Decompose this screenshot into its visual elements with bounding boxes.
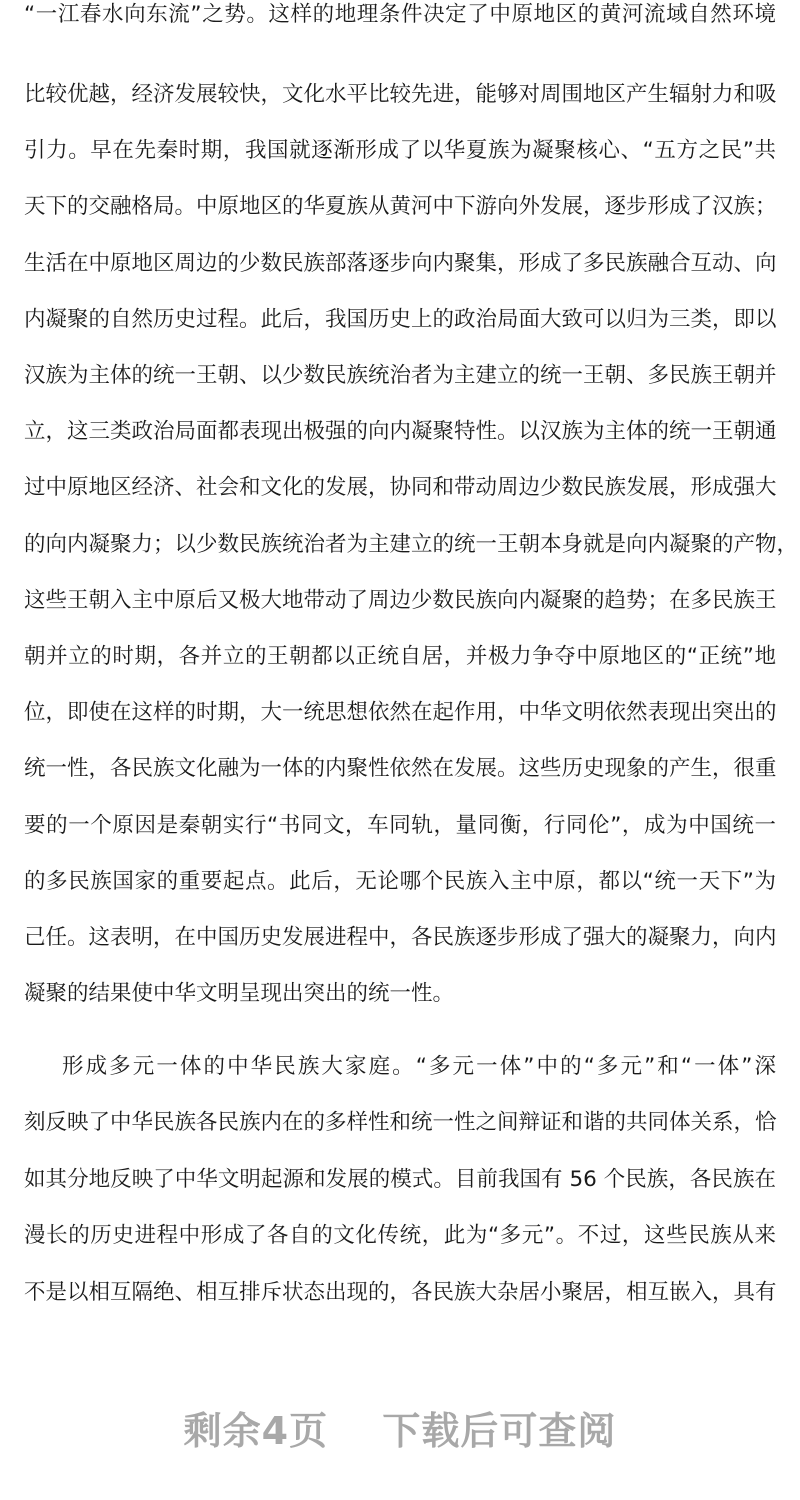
text-line: 位，即使在这样的时期，大一统思想依然在起作用，中华文明依然表现出突出的 <box>24 700 777 726</box>
text-line: 生活在中原地区周边的少数民族部落逐步向内聚集，形成了多民族融合互动、向 <box>24 250 777 276</box>
text-line: 这些王朝入主中原后又极大地带动了周边少数民族向内凝聚的趋势；在多民族王 <box>24 587 777 613</box>
text-line: 的向内凝聚力；以少数民族统治者为主建立的统一王朝本身就是向内凝聚的产物， <box>24 531 799 557</box>
text-line: 天下的交融格局。中原地区的华夏族从黄河中下游向外发展，逐步形成了汉族； <box>24 194 777 220</box>
text-line: 己任。这表明，在中国历史发展进程中，各民族逐步形成了强大的凝聚力，向内 <box>24 925 777 950</box>
text-line: 汉族为主体的统一王朝、以少数民族统治者为主建立的统一王朝、多民族王朝并 <box>24 363 777 388</box>
text-line: 如其分地反映了中华文明起源和发展的模式。目前我国有 56 个民族，各民族在 <box>24 1166 776 1192</box>
text-line: 不是以相互隔绝、相互排斥状态出现的，各民族大杂居小聚居，相互嵌入，具有 <box>24 1279 777 1305</box>
text-line: 要的一个原因是秦朝实行“书同文，车同轨，量同衡，行同伦”，成为中国统一 <box>24 812 776 838</box>
text-line: 立，这三类政治局面都表现出极强的向内凝聚特性。以汉族为主体的统一王朝通 <box>24 419 777 445</box>
text-line: 内凝聚的自然历史过程。此后，我国历史上的政治局面大致可以归为三类，即以 <box>24 306 777 332</box>
text-line: 统一性，各民族文化融为一体的内聚性依然在发展。这些历史现象的产生，很重 <box>24 756 777 782</box>
download-prompt[interactable] <box>0 1400 800 1455</box>
text-line: 朝并立的时期，各并立的王朝都以正统自居，并极力争夺中原地区的“正统”地 <box>24 644 776 669</box>
text-line: 刻反映了中华民族各民族内在的多样性和统一性之间辩证和谐的共同体关系，恰 <box>24 1110 777 1136</box>
text-line: 凝聚的结果使中华文明呈现出突出的统一性。 <box>24 981 455 1007</box>
text-line: 形成多元一体的中华民族大家庭。“多元一体”中的“多元”和“一体”深 <box>62 1054 776 1079</box>
text-line: 过中原地区经济、社会和文化的发展，协同和带动周边少数民族发展，形成强大 <box>24 475 777 501</box>
remaining-pages-label: 剩余4页 <box>183 1409 329 1453</box>
text-line: 的多民族国家的重要起点。此后，无论哪个民族入主中原，都以“统一天下”为 <box>24 868 776 894</box>
text-line: 引力。早在先秦时期，我国就逐渐形成了以华夏族为凝聚核心、“五方之民”共 <box>24 138 776 164</box>
download-to-view-label[interactable]: 下载后可查阅 <box>382 1409 617 1453</box>
text-line: 漫长的历史进程中形成了各自的文化传统，此为“多元”。不过，这些民族从来 <box>24 1223 776 1249</box>
text-line: “一江春水向东流”之势。这样的地理条件决定了中原地区的黄河流域自然环境 <box>24 2 776 27</box>
text-line: 比较优越，经济发展较快，文化水平比较先进，能够对周围地区产生辐射力和吸 <box>24 82 777 107</box>
